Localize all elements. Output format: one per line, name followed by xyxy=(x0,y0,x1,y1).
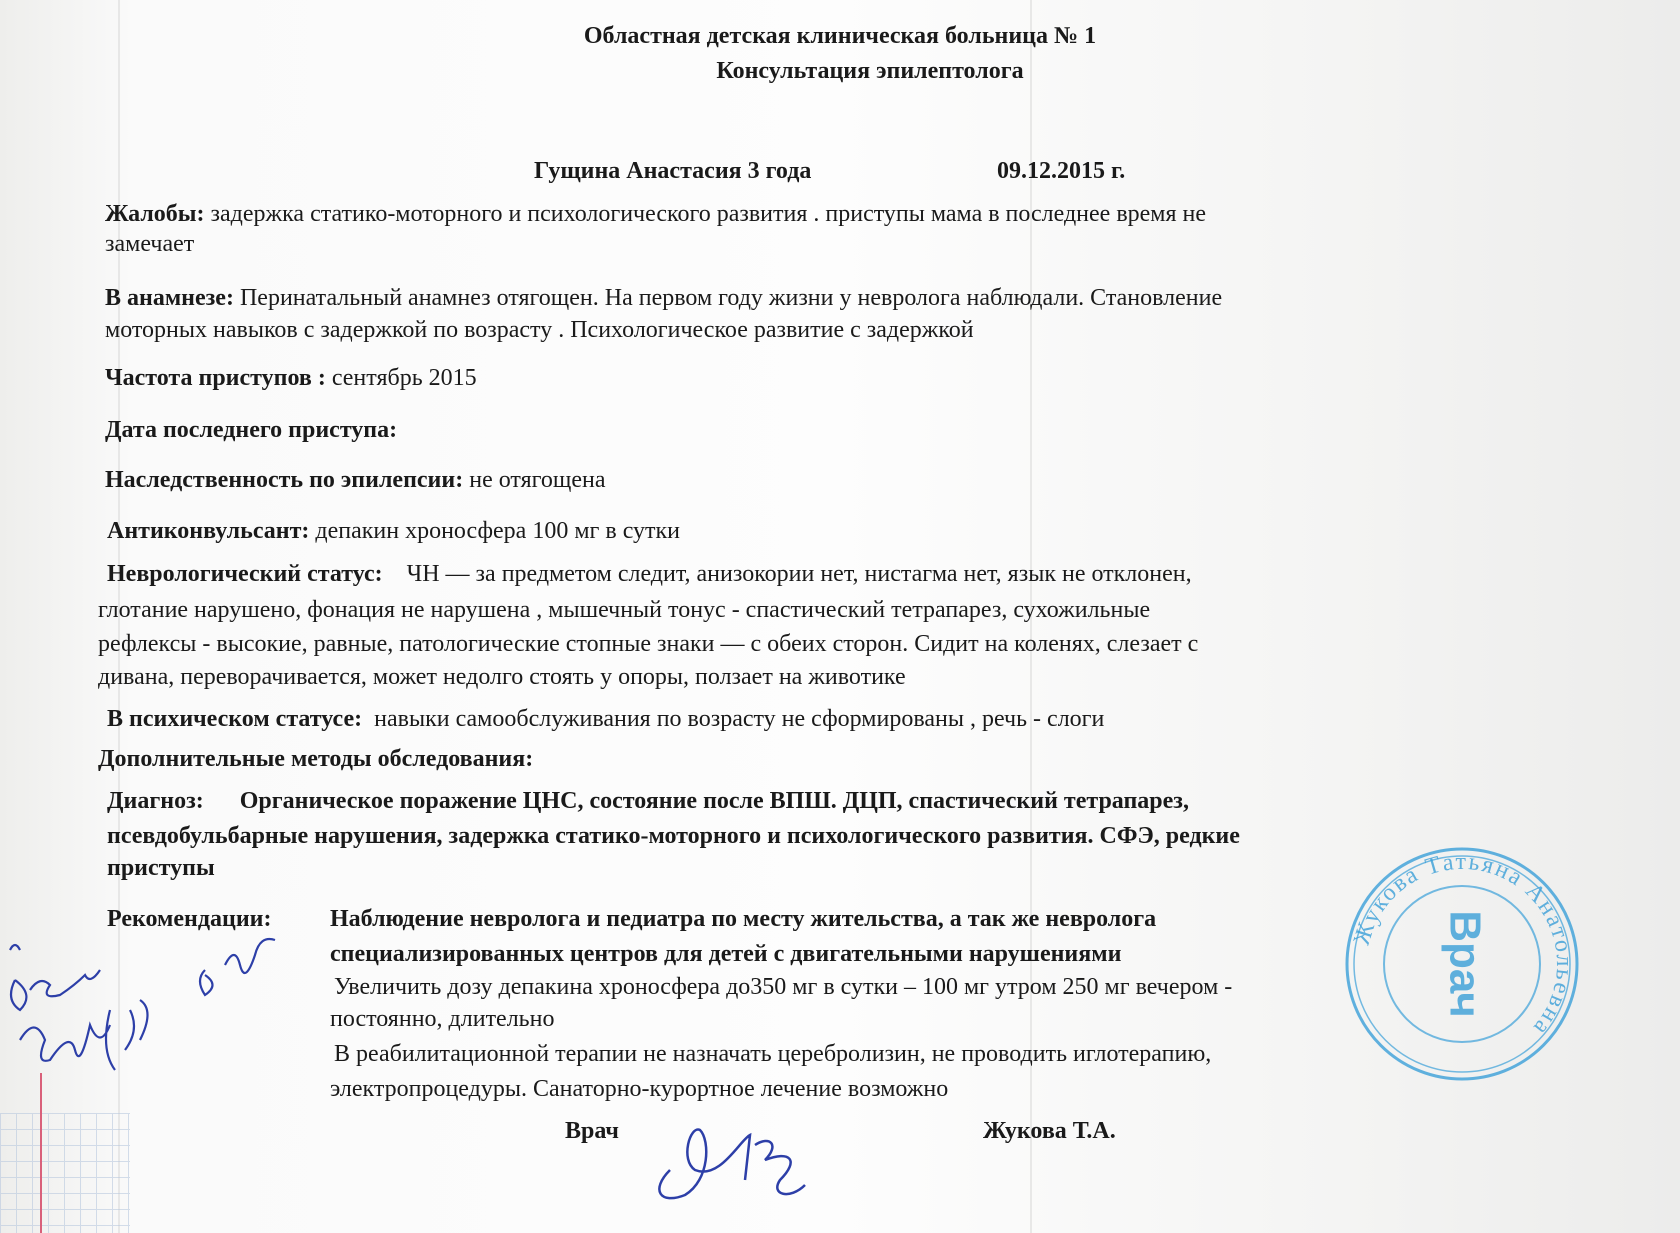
last-seizure: Дата последнего приступа: xyxy=(105,417,398,443)
anticonvulsant: Антиконвульсант: депакин хроносфера 100 мг в сутки xyxy=(107,518,681,544)
doctor-name: Жукова Т.А. xyxy=(983,1118,1116,1144)
neuro-line: рефлексы - высокие, равные, патологические стопные знаки — с обеих сторон. Сидит на коленях, слезает с xyxy=(98,631,1199,657)
recommendation-line: Увеличить дозу депакина хроносфера до350 мг в сутки – 100 мг утром 250 мг вечером - xyxy=(334,974,1233,1000)
recommendation-line: электропроцедуры. Санаторно-курортное лечение возможно xyxy=(330,1076,949,1102)
anamnesis-line: моторных навыков с задержкой по возрасту . Психологическое развитие с задержкой xyxy=(105,317,974,343)
diagnosis-line: приступы xyxy=(107,855,215,881)
diagnosis: Диагноз: Органическое поражение ЦНС, состояние после ВПШ. ДЦП, спастический тетрапарез, xyxy=(107,788,1189,814)
complaints: Жалобы: задержка статико-моторного и психологического развития . приступы мама в последнее время не xyxy=(105,201,1207,227)
recommendation-line: Наблюдение невролога и педиатра по месту жительства, а так же невролога xyxy=(330,906,1157,932)
anamnesis-label: В анамнезе: xyxy=(105,285,234,311)
diagnosis-line: псевдобульбарные нарушения, задержка статико-моторного и психологического развития. СФЭ, редкие xyxy=(107,823,1240,849)
handwritten-note xyxy=(0,930,300,1120)
svg-text:Врач: Врач xyxy=(1440,910,1490,1018)
psych-status: В психическом статусе: навыки самообслуживания по возрасту не сформированы , речь - слоги xyxy=(107,706,1105,732)
heredity: Наследственность по эпилепсии: не отягощена xyxy=(105,467,606,493)
consultation-date: 09.12.2015 г. xyxy=(997,158,1126,184)
handwritten-signature xyxy=(640,1100,840,1210)
doctor-stamp xyxy=(1340,842,1584,1086)
hospital-name: Областная детская клиническая больница № 1 xyxy=(583,23,1097,49)
signature-role: Врач xyxy=(565,1118,619,1144)
recommendation-line: специализированных центров для детей с двигательными нарушениями xyxy=(330,941,1122,967)
frequency: Частота приступов : сентябрь 2015 xyxy=(105,365,477,391)
recommendation-line: постоянно, длительно xyxy=(330,1006,555,1032)
extra-methods-label: Дополнительные методы обследования: xyxy=(98,746,534,772)
neuro-line: глотание нарушено, фонация не нарушена , мышечный тонус - спастический тетрапарез, сухожильные xyxy=(98,597,1151,623)
underlying-grid-paper xyxy=(0,1113,130,1233)
neuro-line: дивана, переворачивается, может недолго стоять у опоры, ползает на животике xyxy=(98,664,906,690)
recommendations-label: Рекомендации: xyxy=(107,906,272,932)
anamnesis: В анамнезе: Перинатальный анамнез отягощен. На первом году жизни у невролога наблюдали. Становление xyxy=(105,285,1223,311)
neuro-status: Неврологический статус: ЧН — за предметом следит, анизокории нет, нистагма нет, язык не отклонен, xyxy=(107,561,1192,587)
complaints-line: замечает xyxy=(105,231,195,257)
svg-text:Жукова Татьяна Анатольевна: Жукова Татьяна Анатольевна xyxy=(1348,848,1578,1042)
recommendation-line: В реабилитационной терапии не назначать церебролизин, не проводить иглотерапию, xyxy=(334,1041,1212,1067)
patient-name: Гущина Анастасия 3 года xyxy=(534,158,812,184)
complaints-label: Жалобы: xyxy=(105,201,205,227)
document-title: Консультация эпилептолога xyxy=(716,58,1024,84)
